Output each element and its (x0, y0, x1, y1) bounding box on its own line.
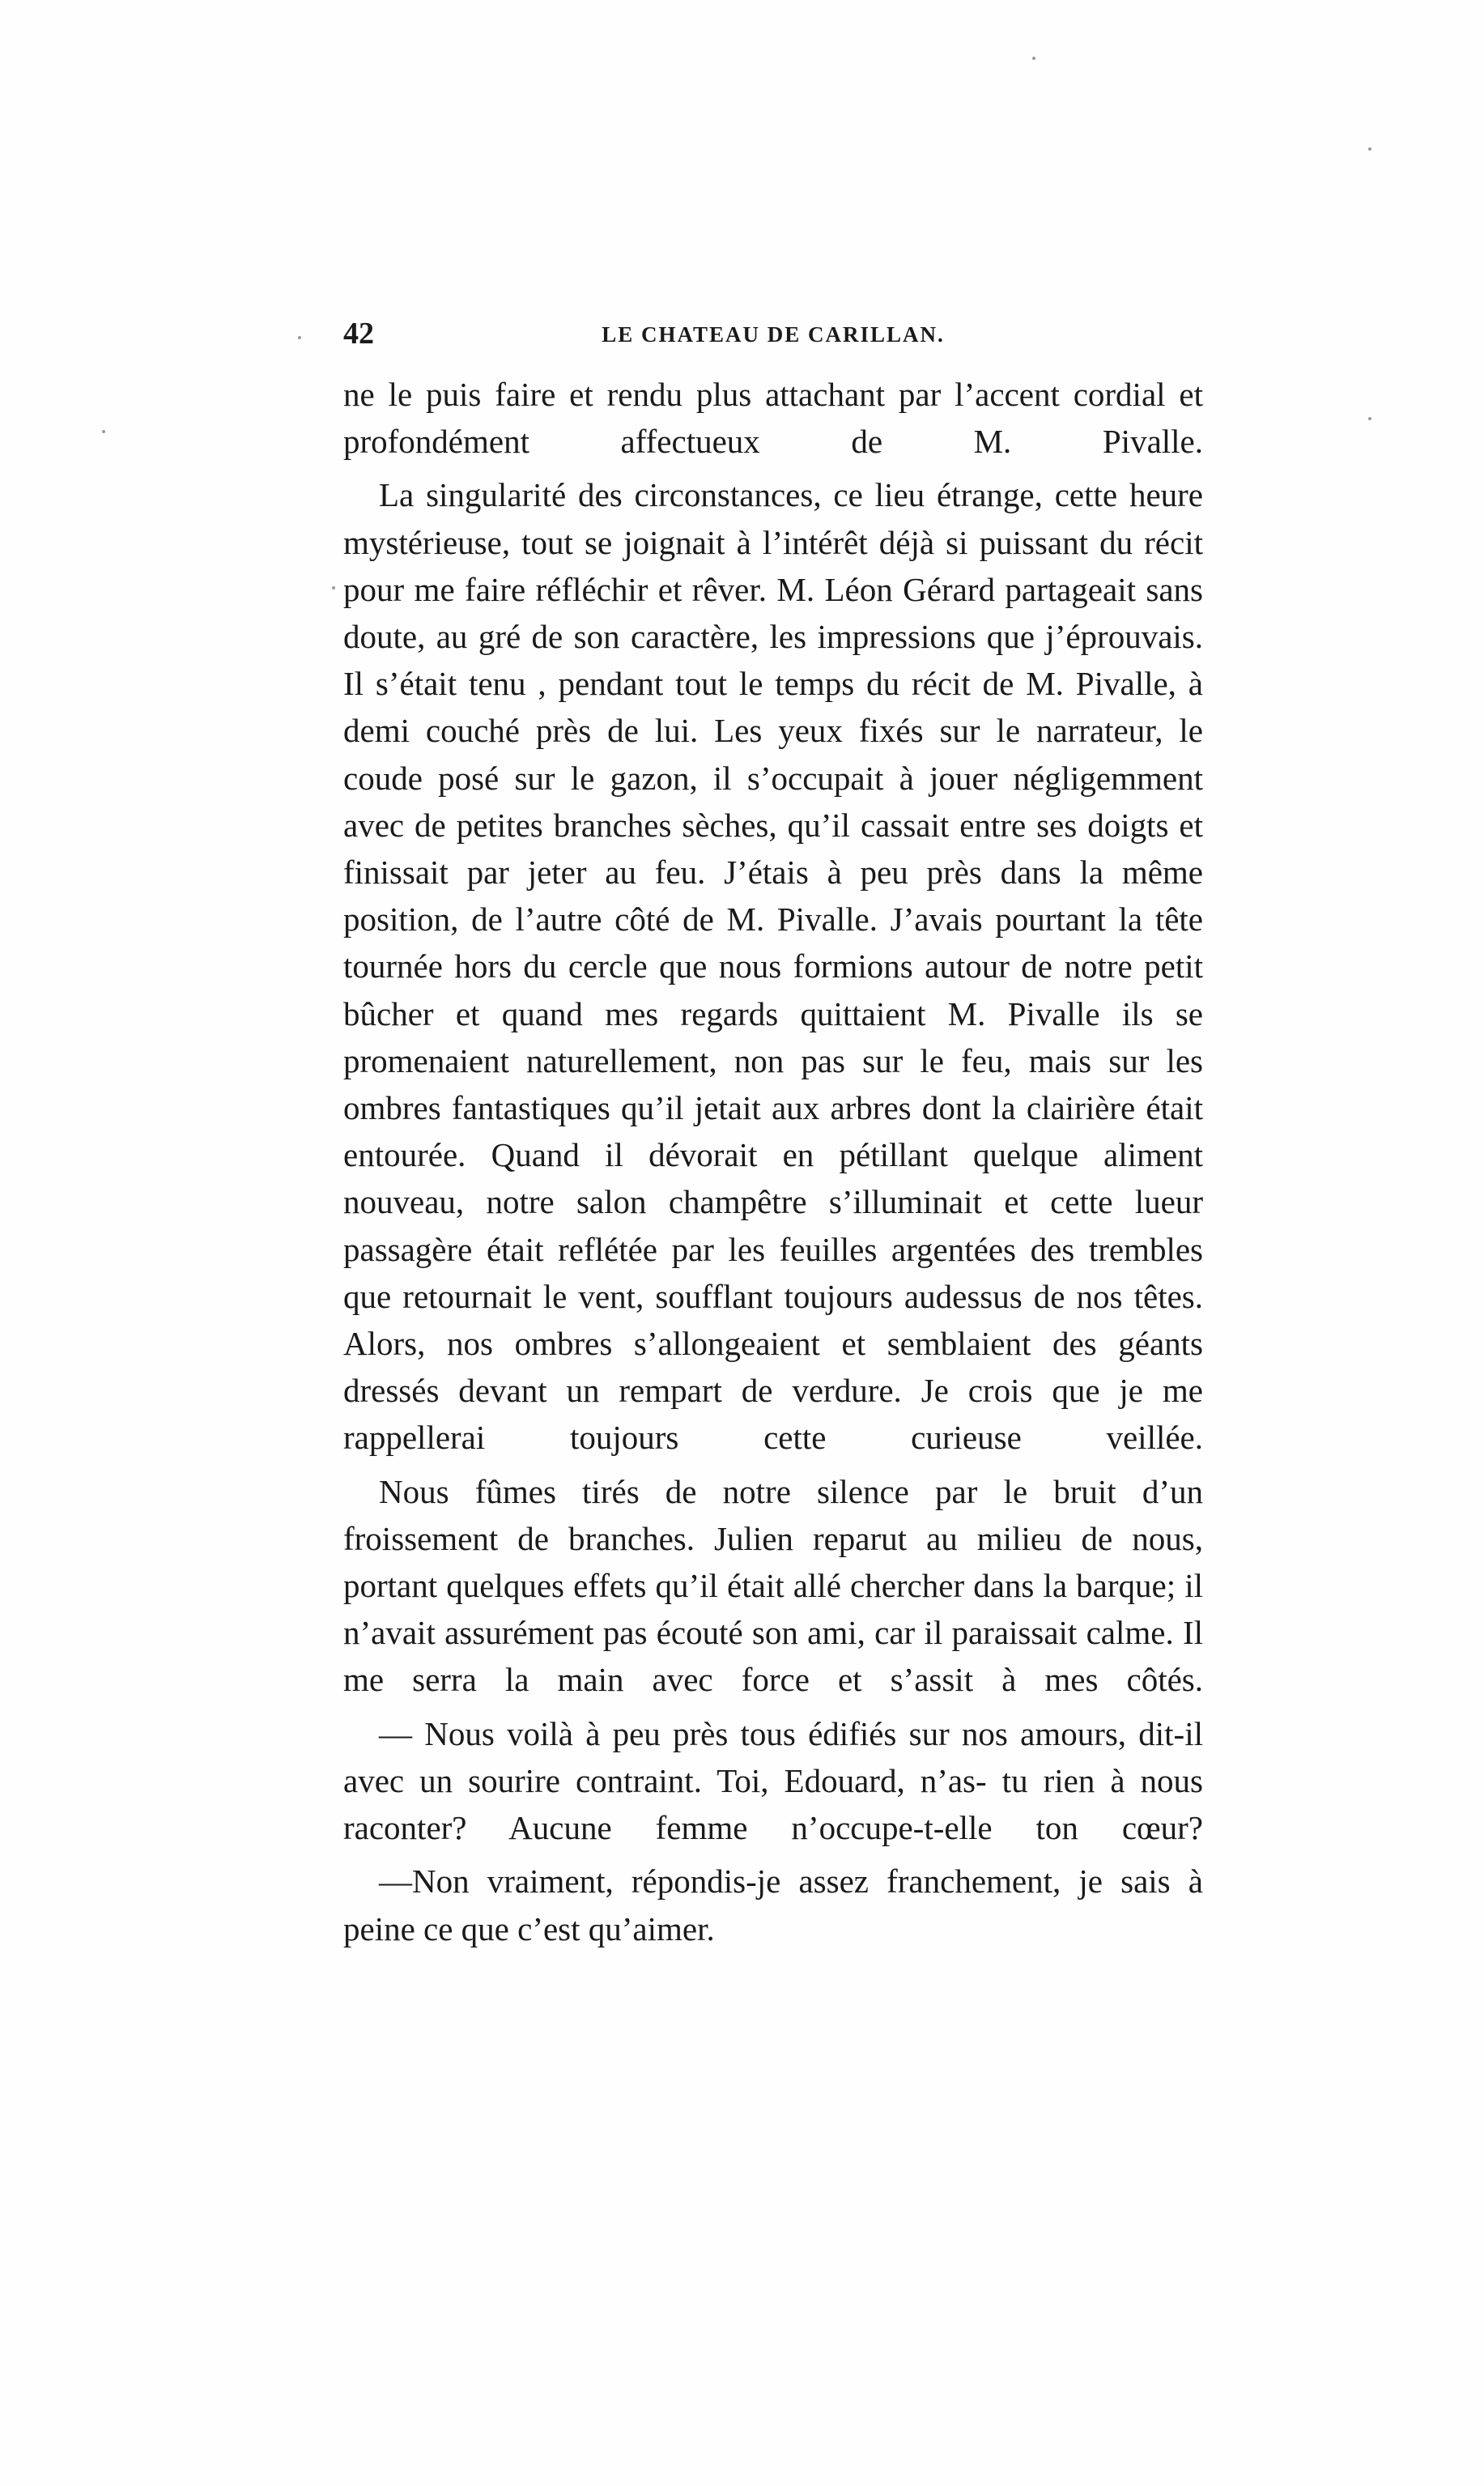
paragraph-3: Nous fûmes tirés de notre silence par le bruit d’un froissement de branches. Julien reparut au milieu de nous, portant quelques effets qu’il était allé chercher dans la barque; il n’avait assurément pas écouté son ami, car il paraissait calme. Il me serra la main avec force et s’assit à mes côtés. (343, 1472, 1203, 1699)
paragraph-4: — Nous voilà à peu près tous édifiés sur nos amours, dit-il avec un sourire contraint. Toi, Edouard, n’as- tu rien à nous raconter? Aucune femme n’occupe-t-elle ton cœur? (343, 1714, 1203, 1847)
paragraph-5: —Non vraiment, répondis-je assez franchement, je sais à peine ce que c’est qu’aimer. (343, 1862, 1203, 1948)
text-block (343, 317, 1203, 1952)
paper-speck (1368, 417, 1371, 420)
running-title: LE CHATEAU DE CARILLAN. (602, 322, 945, 347)
paper-speck (102, 430, 105, 433)
page-number: 42 (343, 317, 374, 351)
running-head (343, 317, 1203, 350)
paragraph-1: ne le puis faire et rendu plus attachant par l’accent cordial et profondément affectueux de M. Pivalle. (343, 376, 1203, 461)
paper-speck (332, 586, 335, 590)
paragraph-2: La singularité des circonstances, ce lieu étrange, cette heure mystérieuse, tout se joignait à l’intérêt déjà si puissant du récit pour me faire réfléchir et rêver. M. Léon Gérard partageait sans doute, au gré de son caractère, les impressions que j’éprouvais. Il s’était tenu , pendant tout le temps du récit de M. Pivalle, à demi couché près de lui. Les yeux fixés sur le narrateur, le coude posé sur le gazon, il s’occupait à jouer négligemment avec de petites branches sèches, qu’il cassait entre ses doigts et finissait par jeter au feu. J’étais à peu près dans la même position, de l’autre côté de M. Pivalle. J’avais pourtant la tête tournée hors du cercle que nous formions autour de notre petit bûcher et quand mes regards quittaient M. Pivalle ils se promenaient naturellement, non pas sur le feu, mais sur les ombres fantastiques qu’il jetait aux arbres dont la clairière était entourée. Quand il dévorait en pétillant quelque aliment nouveau, notre salon champêtre s’illuminait et cette lueur passagère était reflétée par les feuilles argentées des trembles que retournait le vent, soufflant toujours audessus de nos têtes. Alors, nos ombres s’allongeaient et semblaient des géants dressés devant un rempart de verdure. Je crois que je me rappellerai toujours cette curieuse veillée. (343, 476, 1203, 1457)
paper-speck (298, 336, 301, 339)
paper-speck (1032, 57, 1035, 60)
paper-speck (1368, 147, 1371, 151)
